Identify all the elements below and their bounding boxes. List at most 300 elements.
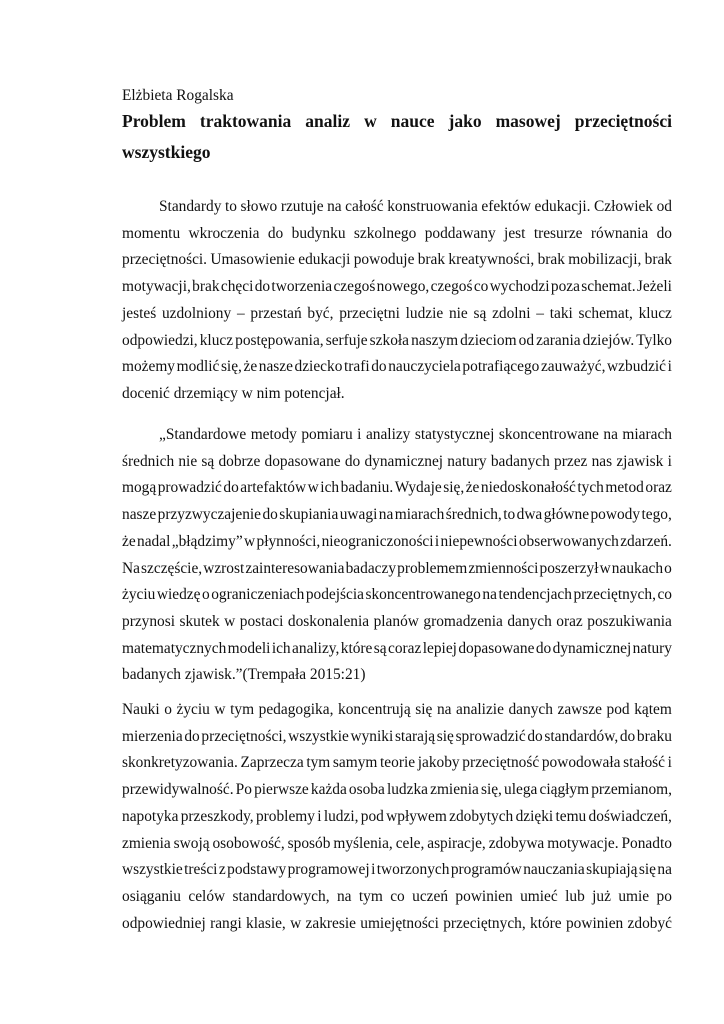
word: prowadzić [157, 479, 222, 497]
title-word: analiz [305, 111, 351, 131]
word: edukacji [298, 251, 351, 269]
word: przynosi [122, 612, 176, 630]
word: matematycznych [122, 639, 227, 657]
text-line [122, 532, 672, 552]
word: mierzenia [122, 727, 183, 745]
word: skoncentrowane [498, 426, 599, 443]
word: dobrze [218, 452, 261, 470]
word: serfuje [325, 331, 368, 349]
word: cele, [395, 834, 425, 852]
word: dynamicznej [552, 639, 632, 657]
word: Tylko [636, 331, 672, 349]
word: schemat, [578, 304, 633, 322]
word: wyniki [350, 727, 394, 745]
word: jest [504, 224, 526, 242]
word: się [436, 727, 454, 745]
word: braku [636, 727, 672, 745]
word: powodowała [541, 754, 621, 772]
word: analizie [456, 701, 504, 718]
title-word: masowej [495, 111, 561, 131]
word: uzdolniony [161, 304, 232, 322]
word: przeciętnych, [443, 914, 526, 932]
word: odpowiedzi, [122, 331, 198, 349]
word: „błądzimy” [171, 532, 243, 550]
word: do [184, 727, 200, 745]
word: do [262, 506, 278, 524]
word: oraz [645, 479, 672, 497]
word: Standardy [159, 198, 222, 215]
word: powody [590, 506, 641, 524]
word: wszystkie [288, 727, 349, 745]
word: nowego, [376, 278, 430, 296]
text-line [122, 452, 672, 472]
word: kątem [634, 701, 672, 718]
word: – [536, 304, 544, 322]
word: się, [480, 781, 502, 799]
word: nasze [122, 506, 157, 524]
word: jesteś [122, 304, 157, 322]
word: wychodzi [489, 278, 550, 296]
word: aspiracje, [427, 834, 486, 852]
word: stałość [623, 754, 665, 772]
word: miarach [622, 426, 672, 443]
word: średnich [122, 452, 175, 470]
word: szkolnego [353, 224, 417, 242]
word: powoduje [353, 251, 415, 269]
text-line [122, 639, 672, 659]
text-line [122, 753, 672, 773]
word: do [344, 452, 361, 470]
text-line: docenić drzemiący w nim potencjał. [122, 384, 345, 402]
word: od [656, 198, 672, 215]
word: zdobyć [627, 914, 672, 932]
word: standardów, [544, 727, 619, 745]
word: umie [618, 887, 650, 905]
word: zdolni [492, 304, 531, 322]
word: się [415, 701, 433, 718]
word: skonkretyzowania. [122, 754, 238, 772]
word: podstawy [227, 861, 287, 879]
word: są [473, 304, 487, 322]
word: modlić [176, 358, 220, 376]
word: szczęście, [141, 559, 203, 577]
word: miarach [394, 506, 445, 524]
word: dwa [516, 506, 543, 524]
word: motywacje. [547, 834, 619, 852]
word: przez [554, 452, 588, 470]
word: badaczy [345, 559, 397, 577]
word: – [236, 304, 245, 322]
word: zmienności [468, 559, 539, 577]
word: zauważyć, [540, 358, 606, 376]
word: mobilizacji, [568, 251, 642, 269]
title-word: nauce [390, 111, 435, 131]
word: średnich, [445, 506, 502, 524]
word: edukacji. [534, 198, 591, 215]
word: dopasowane [264, 452, 341, 470]
word: nasze [258, 358, 293, 376]
word: Wydaje [394, 479, 442, 497]
word: programów [450, 861, 522, 879]
word: problemem [397, 559, 468, 577]
word: brak [644, 251, 672, 269]
word: doskonalenia [287, 612, 370, 630]
word: czegoś [333, 278, 376, 296]
word: co [473, 278, 489, 296]
word: konstruowania [387, 198, 478, 215]
word: nauczyciela [388, 358, 461, 376]
word: że [243, 358, 258, 376]
word: ludzie [405, 304, 444, 322]
word: natury [447, 452, 487, 470]
text-line [122, 727, 672, 747]
word: do [254, 278, 271, 296]
word: przeciętnych, [573, 586, 656, 604]
word: do [371, 358, 387, 376]
word: ograniczeniach [211, 586, 305, 604]
word: tendencjach [498, 586, 572, 604]
word: poszukiwania [587, 612, 672, 630]
word: to [503, 506, 516, 524]
word: nie [178, 452, 198, 470]
word: odpowiedniej [122, 914, 206, 932]
word: zmienia [122, 834, 171, 852]
word: planów [373, 612, 419, 630]
word: gromadzenia [423, 612, 503, 630]
word: badaniu. [340, 479, 394, 497]
word: danych [507, 612, 552, 630]
word: każda [310, 781, 347, 799]
word: nie [448, 304, 468, 322]
word: do [223, 479, 239, 497]
word: treści [184, 861, 218, 879]
word: o [664, 559, 672, 577]
word: modeli [227, 639, 271, 657]
text-line [122, 860, 672, 880]
word: wzrost [203, 559, 245, 577]
word: Jeżeli [636, 278, 672, 296]
word: wkroczenia [188, 224, 260, 242]
word: się, [220, 358, 242, 376]
word: zarania [536, 331, 581, 349]
word: nauczania [523, 861, 585, 879]
word: wszystkie [122, 861, 183, 879]
word: brak [417, 251, 446, 269]
word: swoją [173, 834, 210, 852]
word: ludzka [386, 781, 428, 799]
word: zawsze [557, 701, 602, 718]
word: słowo [240, 198, 278, 215]
word: Na [122, 559, 140, 577]
word: trafi [343, 358, 370, 376]
word: samym [332, 754, 378, 772]
text-line [122, 505, 672, 525]
word: ich [271, 639, 291, 657]
title-word: jako [448, 111, 482, 131]
word: artefaktów [240, 479, 307, 497]
word: budynku [291, 224, 346, 242]
word: oraz [556, 612, 583, 630]
word: o [164, 701, 172, 718]
word: przeciętności. [122, 251, 208, 269]
word: koncentrują [338, 701, 411, 718]
word: ulega [504, 781, 538, 799]
word: i [667, 754, 672, 772]
word: pod [606, 701, 630, 718]
word: na [378, 506, 394, 524]
word: szkoła [369, 331, 409, 349]
word: analizy, [292, 639, 340, 657]
word: przyzwyczajenie [157, 506, 262, 524]
word: naszym [411, 331, 459, 349]
word: klucz [638, 304, 672, 322]
word: kreatywności, [448, 251, 535, 269]
word: pedagogika, [258, 701, 334, 718]
word: tresurze [533, 224, 583, 242]
word: przeciętności, [201, 727, 287, 745]
word: Umasowienie [210, 251, 295, 269]
word: podejścia [305, 586, 364, 604]
word: możemy [122, 358, 175, 376]
title-line: wszystkiego [122, 142, 211, 162]
word: się, [443, 479, 465, 497]
title-word: traktowania [199, 111, 292, 131]
word: do [527, 727, 543, 745]
word: i [667, 358, 672, 376]
word: danych [508, 701, 553, 718]
word: naukach [611, 559, 664, 577]
word: całość [345, 198, 384, 215]
word: nieograniczoności [321, 532, 434, 550]
word: klucz [199, 331, 234, 349]
word: niedoskonałość [480, 479, 576, 497]
word: rangi [210, 914, 242, 932]
word: na [336, 887, 352, 905]
word: analizy [365, 426, 411, 443]
title-word: w [364, 111, 377, 131]
text-line [122, 700, 672, 720]
word: są [201, 452, 215, 470]
word: przewidywalność. [122, 781, 234, 799]
word: tego, [641, 506, 672, 524]
word: myślenia, [333, 834, 393, 852]
word: być, [307, 304, 334, 322]
text-line [122, 887, 672, 907]
word: efektów [481, 198, 531, 215]
word: ludzi, [323, 807, 359, 825]
word: które [340, 639, 373, 657]
text-line [122, 478, 672, 498]
text-line [122, 807, 672, 827]
word: tych [577, 479, 604, 497]
word: skupiają [586, 861, 638, 879]
word: dzięki [515, 807, 554, 825]
word: do [656, 224, 672, 242]
word: przeszkody, [180, 807, 254, 825]
word: brak [192, 278, 220, 296]
word: osiąganiu [122, 887, 181, 905]
word: które [530, 914, 562, 932]
word: badanych [490, 452, 550, 470]
word: i [317, 807, 322, 825]
word: metod [605, 479, 644, 497]
word: doświadczeń, [588, 807, 672, 825]
word: momentu [122, 224, 181, 242]
word: mogą [122, 479, 157, 497]
word: w [599, 559, 611, 577]
word: taki [549, 304, 573, 322]
word: celów [188, 887, 226, 905]
word: do [619, 727, 636, 745]
word: na [482, 586, 497, 604]
word: zakresie [305, 914, 356, 932]
word: przeciętność [462, 754, 540, 772]
word: sprowadzić [455, 727, 526, 745]
word: zdobytych [449, 807, 514, 825]
word: o [201, 586, 210, 604]
word: życiu [122, 586, 156, 604]
word: rzutuje [280, 198, 324, 215]
word: osoba [348, 781, 385, 799]
word: osobowość, [212, 834, 285, 852]
text-line [159, 197, 672, 217]
title-line [122, 110, 672, 132]
text-line [122, 357, 672, 377]
word: zmienia [430, 781, 479, 799]
word: i [434, 532, 440, 550]
word: pierwsze [254, 781, 309, 799]
word: napotyka [122, 807, 179, 825]
word: skutek [179, 612, 220, 630]
word: Człowiek [594, 198, 654, 215]
word: zdarzeń. [620, 532, 672, 550]
text-line [122, 559, 672, 579]
word: zainteresowania [245, 559, 345, 577]
word: przestań [250, 304, 302, 322]
title-word: przeciętności [574, 111, 672, 131]
word: na [436, 701, 452, 718]
text-line [159, 425, 672, 445]
word: dzieciom [460, 331, 517, 349]
text-line [122, 612, 672, 632]
word: w [307, 479, 319, 497]
word: i [357, 426, 362, 443]
title-word: Problem [122, 111, 186, 131]
word: tworzenia [271, 278, 333, 296]
word: w [224, 612, 236, 630]
text-line [122, 780, 672, 800]
word: płynności, [256, 532, 321, 550]
word: metody [250, 426, 297, 443]
word: na [657, 861, 672, 879]
word: poszerzył [539, 559, 599, 577]
word: wpływem [386, 807, 447, 825]
word: tym [306, 754, 331, 772]
text-line [122, 304, 672, 324]
word: i [371, 861, 376, 879]
word: na [603, 426, 618, 443]
text-line [122, 277, 672, 297]
word: ich [320, 479, 340, 497]
word: co [390, 887, 405, 905]
word: że [465, 479, 480, 497]
text-line: badanych zjawisk.”(Trempała 2015:21) [122, 666, 366, 684]
word: powinien [565, 914, 624, 932]
text-line [122, 585, 672, 605]
word: są [373, 639, 387, 657]
word: i [667, 452, 672, 470]
word: zdobywa [488, 834, 545, 852]
word: poza [550, 278, 580, 296]
word: poddawany [424, 224, 496, 242]
word: się [638, 861, 656, 879]
word: umiejętności [360, 914, 439, 932]
word: do [267, 224, 284, 242]
word: w [214, 701, 226, 718]
word: przeciętni [339, 304, 400, 322]
word: natury [632, 639, 672, 657]
word: równania [590, 224, 649, 242]
word: zjawisk [616, 452, 664, 470]
word: od [518, 331, 535, 349]
word: obserwowanych [518, 532, 619, 550]
word: Zaprzecza [240, 754, 304, 772]
word: w [290, 914, 302, 932]
word: motywacji, [122, 278, 191, 296]
word: „Standardowe [159, 426, 247, 443]
word: teorie [380, 754, 416, 772]
word: tym [358, 887, 383, 905]
word: Po [235, 781, 252, 799]
word: umieć [520, 887, 558, 905]
word: chęci [220, 278, 254, 296]
text-line [122, 331, 672, 351]
word: standardowych, [232, 887, 330, 905]
word: wzbudzić [607, 358, 667, 376]
word: dopasowane [458, 639, 535, 657]
word: na [327, 198, 342, 215]
word: uczeń [412, 887, 449, 905]
word: że [122, 532, 136, 550]
author-name: Elżbieta Rogalska [122, 87, 234, 104]
word: lub [565, 887, 585, 905]
word: ciągłym [539, 781, 590, 799]
word: czegoś [430, 278, 473, 296]
text-line [122, 834, 672, 854]
word: wiedzę [156, 586, 201, 604]
word: pod [360, 807, 384, 825]
word: statystycznej [414, 426, 495, 443]
word: sposób [287, 834, 331, 852]
word: pomiaru [301, 426, 353, 443]
word: schemat. [581, 278, 636, 296]
word: po [656, 887, 672, 905]
word: nadal [137, 532, 171, 550]
word: powinien [455, 887, 513, 905]
word: skupiania [279, 506, 339, 524]
word: z [218, 861, 226, 879]
word: starają [394, 727, 436, 745]
word: Ponadto [621, 834, 672, 852]
word: dziecko [294, 358, 343, 376]
word: w [244, 532, 256, 550]
word: przemianom, [591, 781, 672, 799]
word: Nauki [122, 701, 160, 718]
word: do [535, 639, 552, 657]
word: coraz [388, 639, 422, 657]
word: tworzonych [376, 861, 450, 879]
word: życiu [176, 701, 210, 718]
